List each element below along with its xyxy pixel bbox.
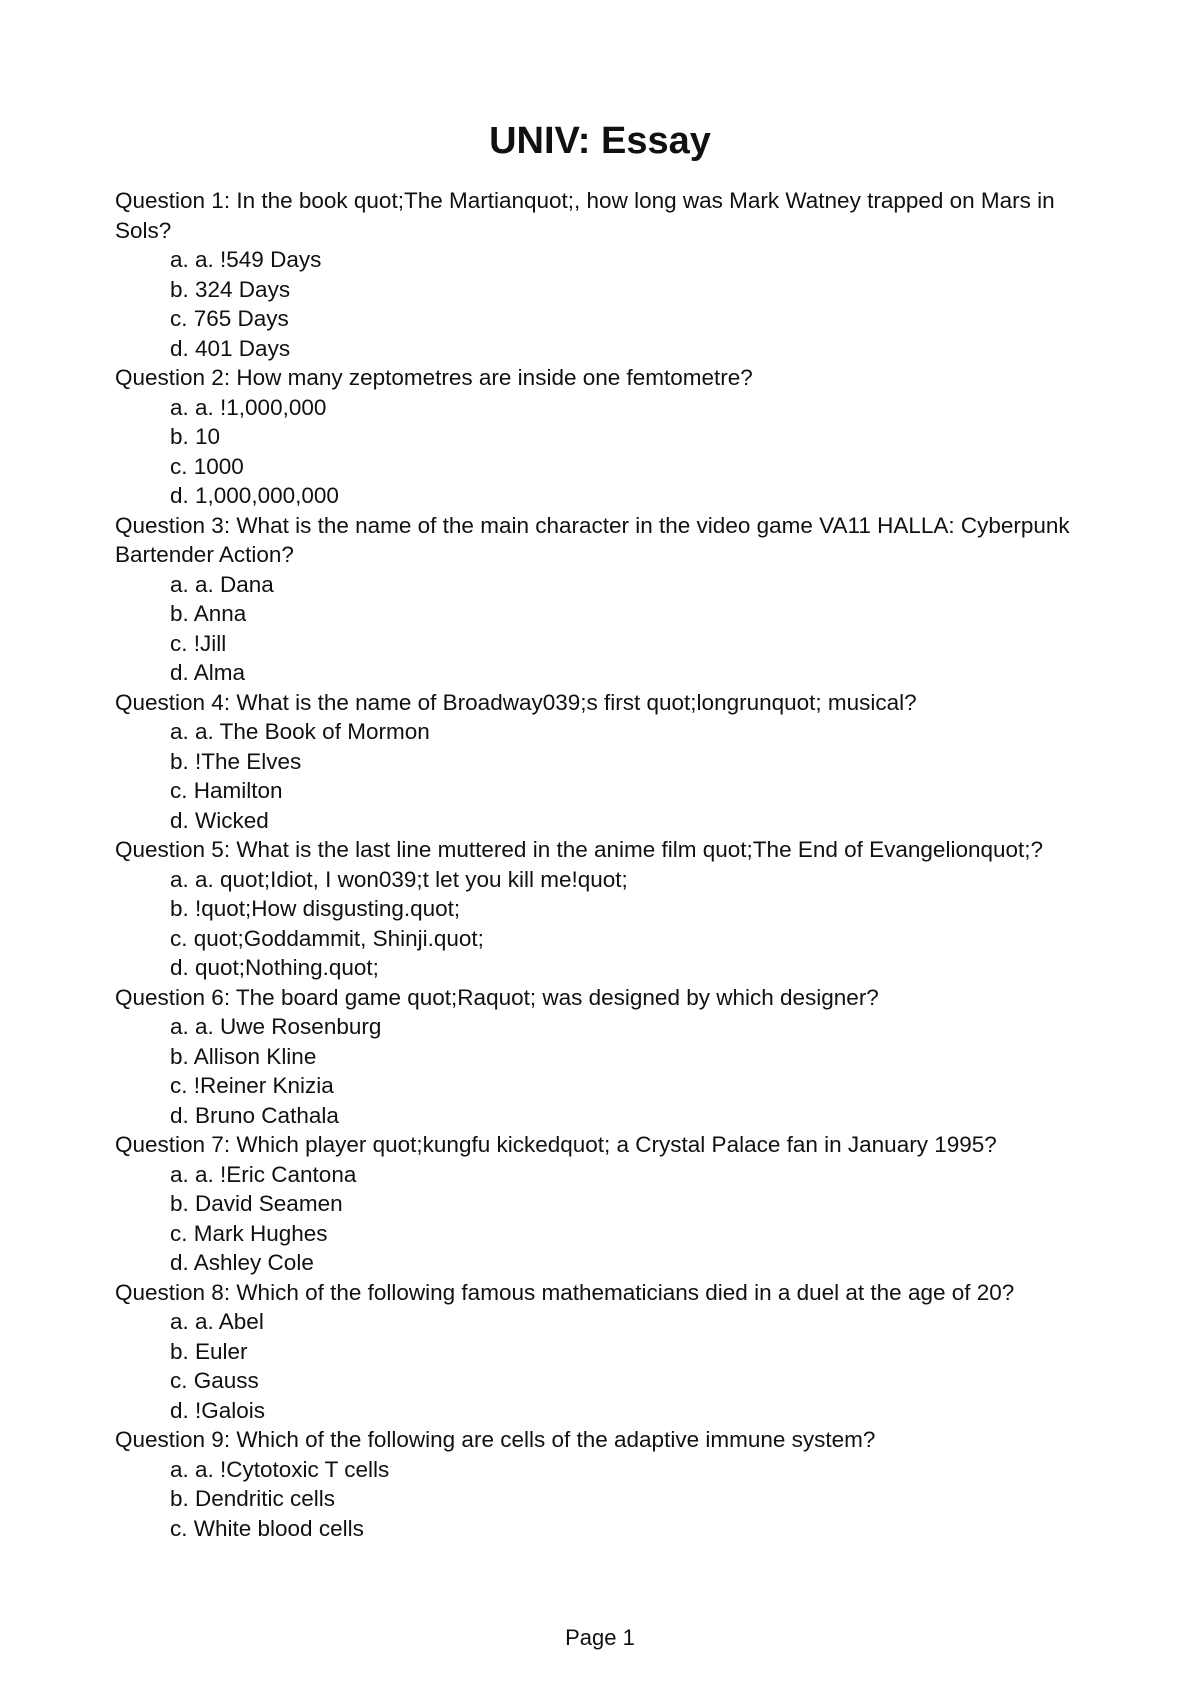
- answer-option: a. a. Uwe Rosenburg: [170, 1014, 382, 1039]
- answer-option: c. quot;Goddammit, Shinji.quot;: [170, 925, 484, 951]
- question-text: Question 9: Which of the following are cells of the adaptive immune system?: [115, 1427, 876, 1452]
- answer-option: b. Euler: [170, 1338, 248, 1364]
- answer-option: d. Bruno Cathala: [170, 1102, 339, 1128]
- answer-options: [115, 865, 1090, 983]
- answer-option: c. Gauss: [170, 1368, 259, 1393]
- question-block: [115, 688, 1090, 836]
- answer-option: a. a. Abel: [170, 1309, 264, 1334]
- answer-option: a. a. !549 Days: [170, 247, 322, 272]
- answer-option: c. !Reiner Knizia: [170, 1073, 334, 1098]
- page-title: UNIV: Essay: [489, 120, 711, 162]
- answer-option: a. a. Dana: [170, 571, 274, 597]
- answer-option: b. David Seamen: [170, 1191, 343, 1216]
- answer-option: c. Hamilton: [170, 778, 283, 803]
- question-list: [115, 186, 1090, 1543]
- question-block: [115, 835, 1090, 983]
- question-text: Question 5: What is the last line muttered in the anime film quot;The End of Evangelionquot;?: [115, 837, 1044, 862]
- answer-option: a. a. !Eric Cantona: [170, 1161, 357, 1187]
- answer-option: a. a. !1,000,000: [170, 394, 327, 420]
- answer-option: c. !Jill: [170, 630, 227, 656]
- answer-options: [115, 1160, 1090, 1278]
- question-block: [115, 1425, 1090, 1543]
- answer-option: d. quot;Nothing.quot;: [170, 955, 379, 980]
- answer-option: d. !Galois: [170, 1397, 266, 1423]
- answer-option: c. 765 Days: [170, 306, 289, 331]
- answer-option: d. 1,000,000,000: [170, 483, 339, 508]
- answer-option: b. !The Elves: [170, 748, 302, 774]
- answer-option: d. Alma: [170, 660, 246, 685]
- answer-options: [115, 1455, 1090, 1544]
- answer-option: b. Dendritic cells: [170, 1486, 336, 1511]
- answer-option: b. Anna: [170, 601, 247, 626]
- answer-option: a. a. quot;Idiot, I won039;t let you kill me!quot;: [170, 866, 628, 892]
- answer-options: [115, 570, 1090, 688]
- answer-option: d. Wicked: [170, 807, 269, 833]
- question-block: [115, 186, 1090, 363]
- question-text: Question 8: Which of the following famous mathematicians died in a duel at the age of 20?: [115, 1279, 1015, 1305]
- answer-option: a. a. The Book of Mormon: [170, 719, 430, 744]
- question-text: Question 4: What is the name of Broadway039;s first quot;longrunquot; musical?: [115, 689, 917, 715]
- question-block: [115, 363, 1090, 511]
- answer-options: [115, 717, 1090, 835]
- question-text: Question 7: Which player quot;kungfu kickedquot; a Crystal Palace fan in January 1995?: [115, 1132, 997, 1157]
- question-block: [115, 983, 1090, 1131]
- question-text: Question 2: How many zeptometres are inside one femtometre?: [115, 365, 753, 390]
- answer-option: b. 324 Days: [170, 276, 291, 302]
- question-block: [115, 1130, 1090, 1278]
- answer-option: d. Ashley Cole: [170, 1250, 314, 1275]
- question-block: [115, 1278, 1090, 1426]
- answer-option: a. a. !Cytotoxic T cells: [170, 1456, 390, 1482]
- question-text: Question 3: What is the name of the main character in the video game VA11 HALLA: Cyberpunk Bartender Action?: [115, 512, 1070, 567]
- question-text: Question 1: In the book quot;The Martianquot;, how long was Mark Watney trapped on Mars in Sols?: [115, 188, 1055, 243]
- answer-options: [115, 393, 1090, 511]
- answer-option: b. 10: [170, 424, 221, 449]
- answer-option: c. Mark Hughes: [170, 1220, 328, 1246]
- answer-option: d. 401 Days: [170, 335, 291, 361]
- answer-options: [115, 1307, 1090, 1425]
- answer-options: [115, 1012, 1090, 1130]
- answer-option: c. 1000: [170, 453, 244, 479]
- question-block: [115, 511, 1090, 688]
- page-number: Page 1: [565, 1625, 635, 1650]
- answer-option: b. Allison Kline: [170, 1043, 317, 1069]
- answer-options: [115, 245, 1090, 363]
- question-text: Question 6: The board game quot;Raquot; was designed by which designer?: [115, 984, 879, 1010]
- answer-option: c. White blood cells: [170, 1515, 364, 1541]
- answer-option: b. !quot;How disgusting.quot;: [170, 896, 461, 921]
